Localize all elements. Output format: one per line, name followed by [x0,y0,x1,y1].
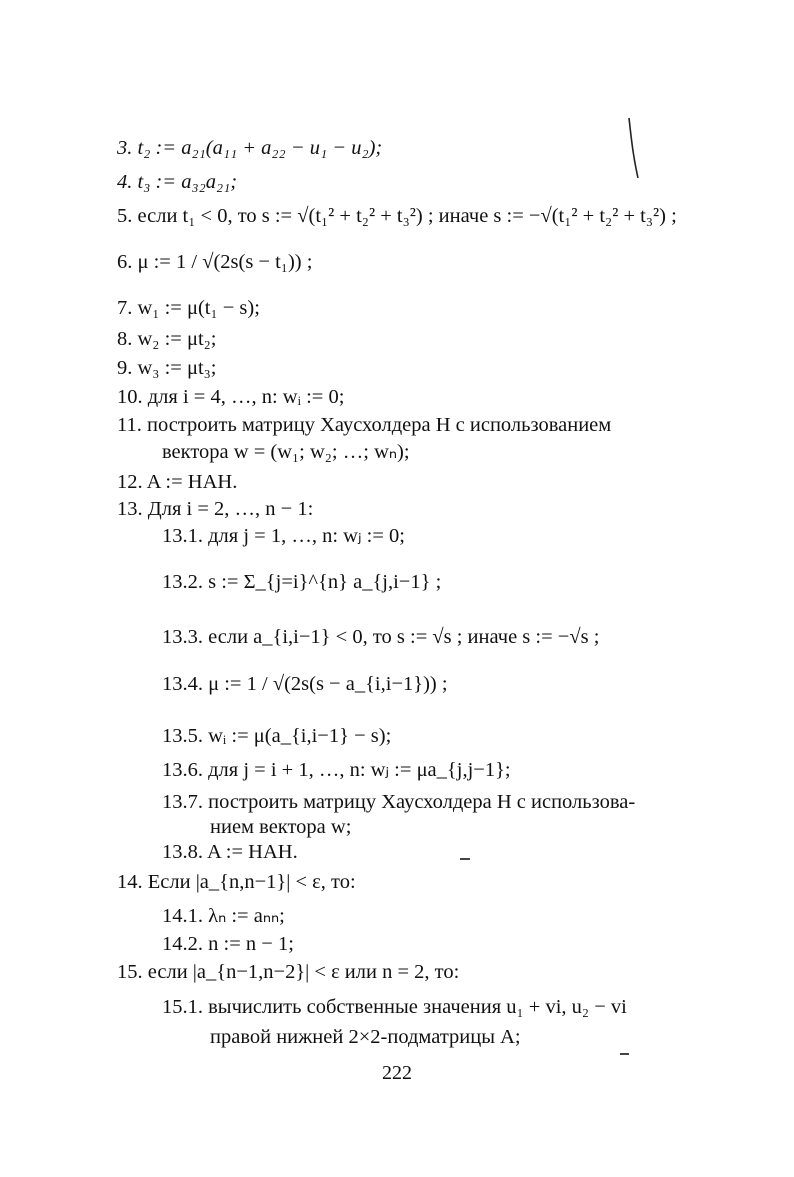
step-8: 8. w₂ := μt₂; [117,328,217,350]
step-13-7-cont: нием вектора w; [210,816,352,838]
step-15-1: 15.1. вычислить собственные значения u₁ + vi, u₂ − vi [162,996,627,1018]
step-13-3: 13.3. если a_{i,i−1} < 0, то s := √s ; иначе s := −√s ; [162,626,600,648]
step-11: 11. построить матрицу Хаусхолдера H с использованием [117,414,612,436]
step-13-7: 13.7. построить матрицу Хаусхолдера H с использова- [162,791,636,813]
scan-stroke [625,116,645,182]
step-7: 7. w₁ := μ(t₁ − s); [117,297,260,319]
step-13-2: 13.2. s := Σ_{j=i}^{n} a_{j,i−1} ; [162,571,442,593]
step-13-6: 13.6. для j = i + 1, …, n: wⱼ := μa_{j,j−1}; [162,759,511,781]
step-11-cont: вектора w = (w₁; w₂; …; wₙ); [162,441,410,463]
step-14: 14. Если |a_{n,n−1}| < ε, то: [117,871,356,893]
step-4: 4. t₃ := a₃₂a₂₁; [117,171,238,193]
step-13-4: 13.4. μ := 1 / √(2s(s − a_{i,i−1})) ; [162,673,448,695]
step-9: 9. w₃ := μt₃; [117,357,217,379]
step-13-5: 13.5. wᵢ := μ(a_{i,i−1} − s); [162,725,392,747]
step-15: 15. если |a_{n−1,n−2}| < ε или n = 2, то: [117,961,460,983]
step-13-1: 13.1. для j = 1, …, n: wⱼ := 0; [162,525,406,547]
step-15-1-cont: правой нижней 2×2-подматрицы A; [210,1026,521,1048]
step-12: 12. A := HAH. [117,471,238,493]
page-number: 222 [382,1062,412,1084]
step-13-8: 13.8. A := HAH. [162,841,298,863]
step-14-2: 14.2. n := n − 1; [162,933,294,955]
scan-dash-2 [620,1053,629,1055]
step-3: 3. t₂ := a₂₁(a₁₁ + a₂₂ − u₁ − u₂); [117,137,383,159]
scan-dash-1 [460,858,470,860]
step-6: 6. μ := 1 / √(2s(s − t₁)) ; [117,251,313,273]
step-14-1: 14.1. λₙ := aₙₙ; [162,905,285,927]
step-10: 10. для i = 4, …, n: wᵢ := 0; [117,386,345,408]
step-5: 5. если t₁ < 0, то s := √(t₁² + t₂² + t₃²) ; иначе s := −√(t₁² + t₂² + t₃²) ; [117,205,677,227]
step-13: 13. Для i = 2, …, n − 1: [117,498,314,520]
